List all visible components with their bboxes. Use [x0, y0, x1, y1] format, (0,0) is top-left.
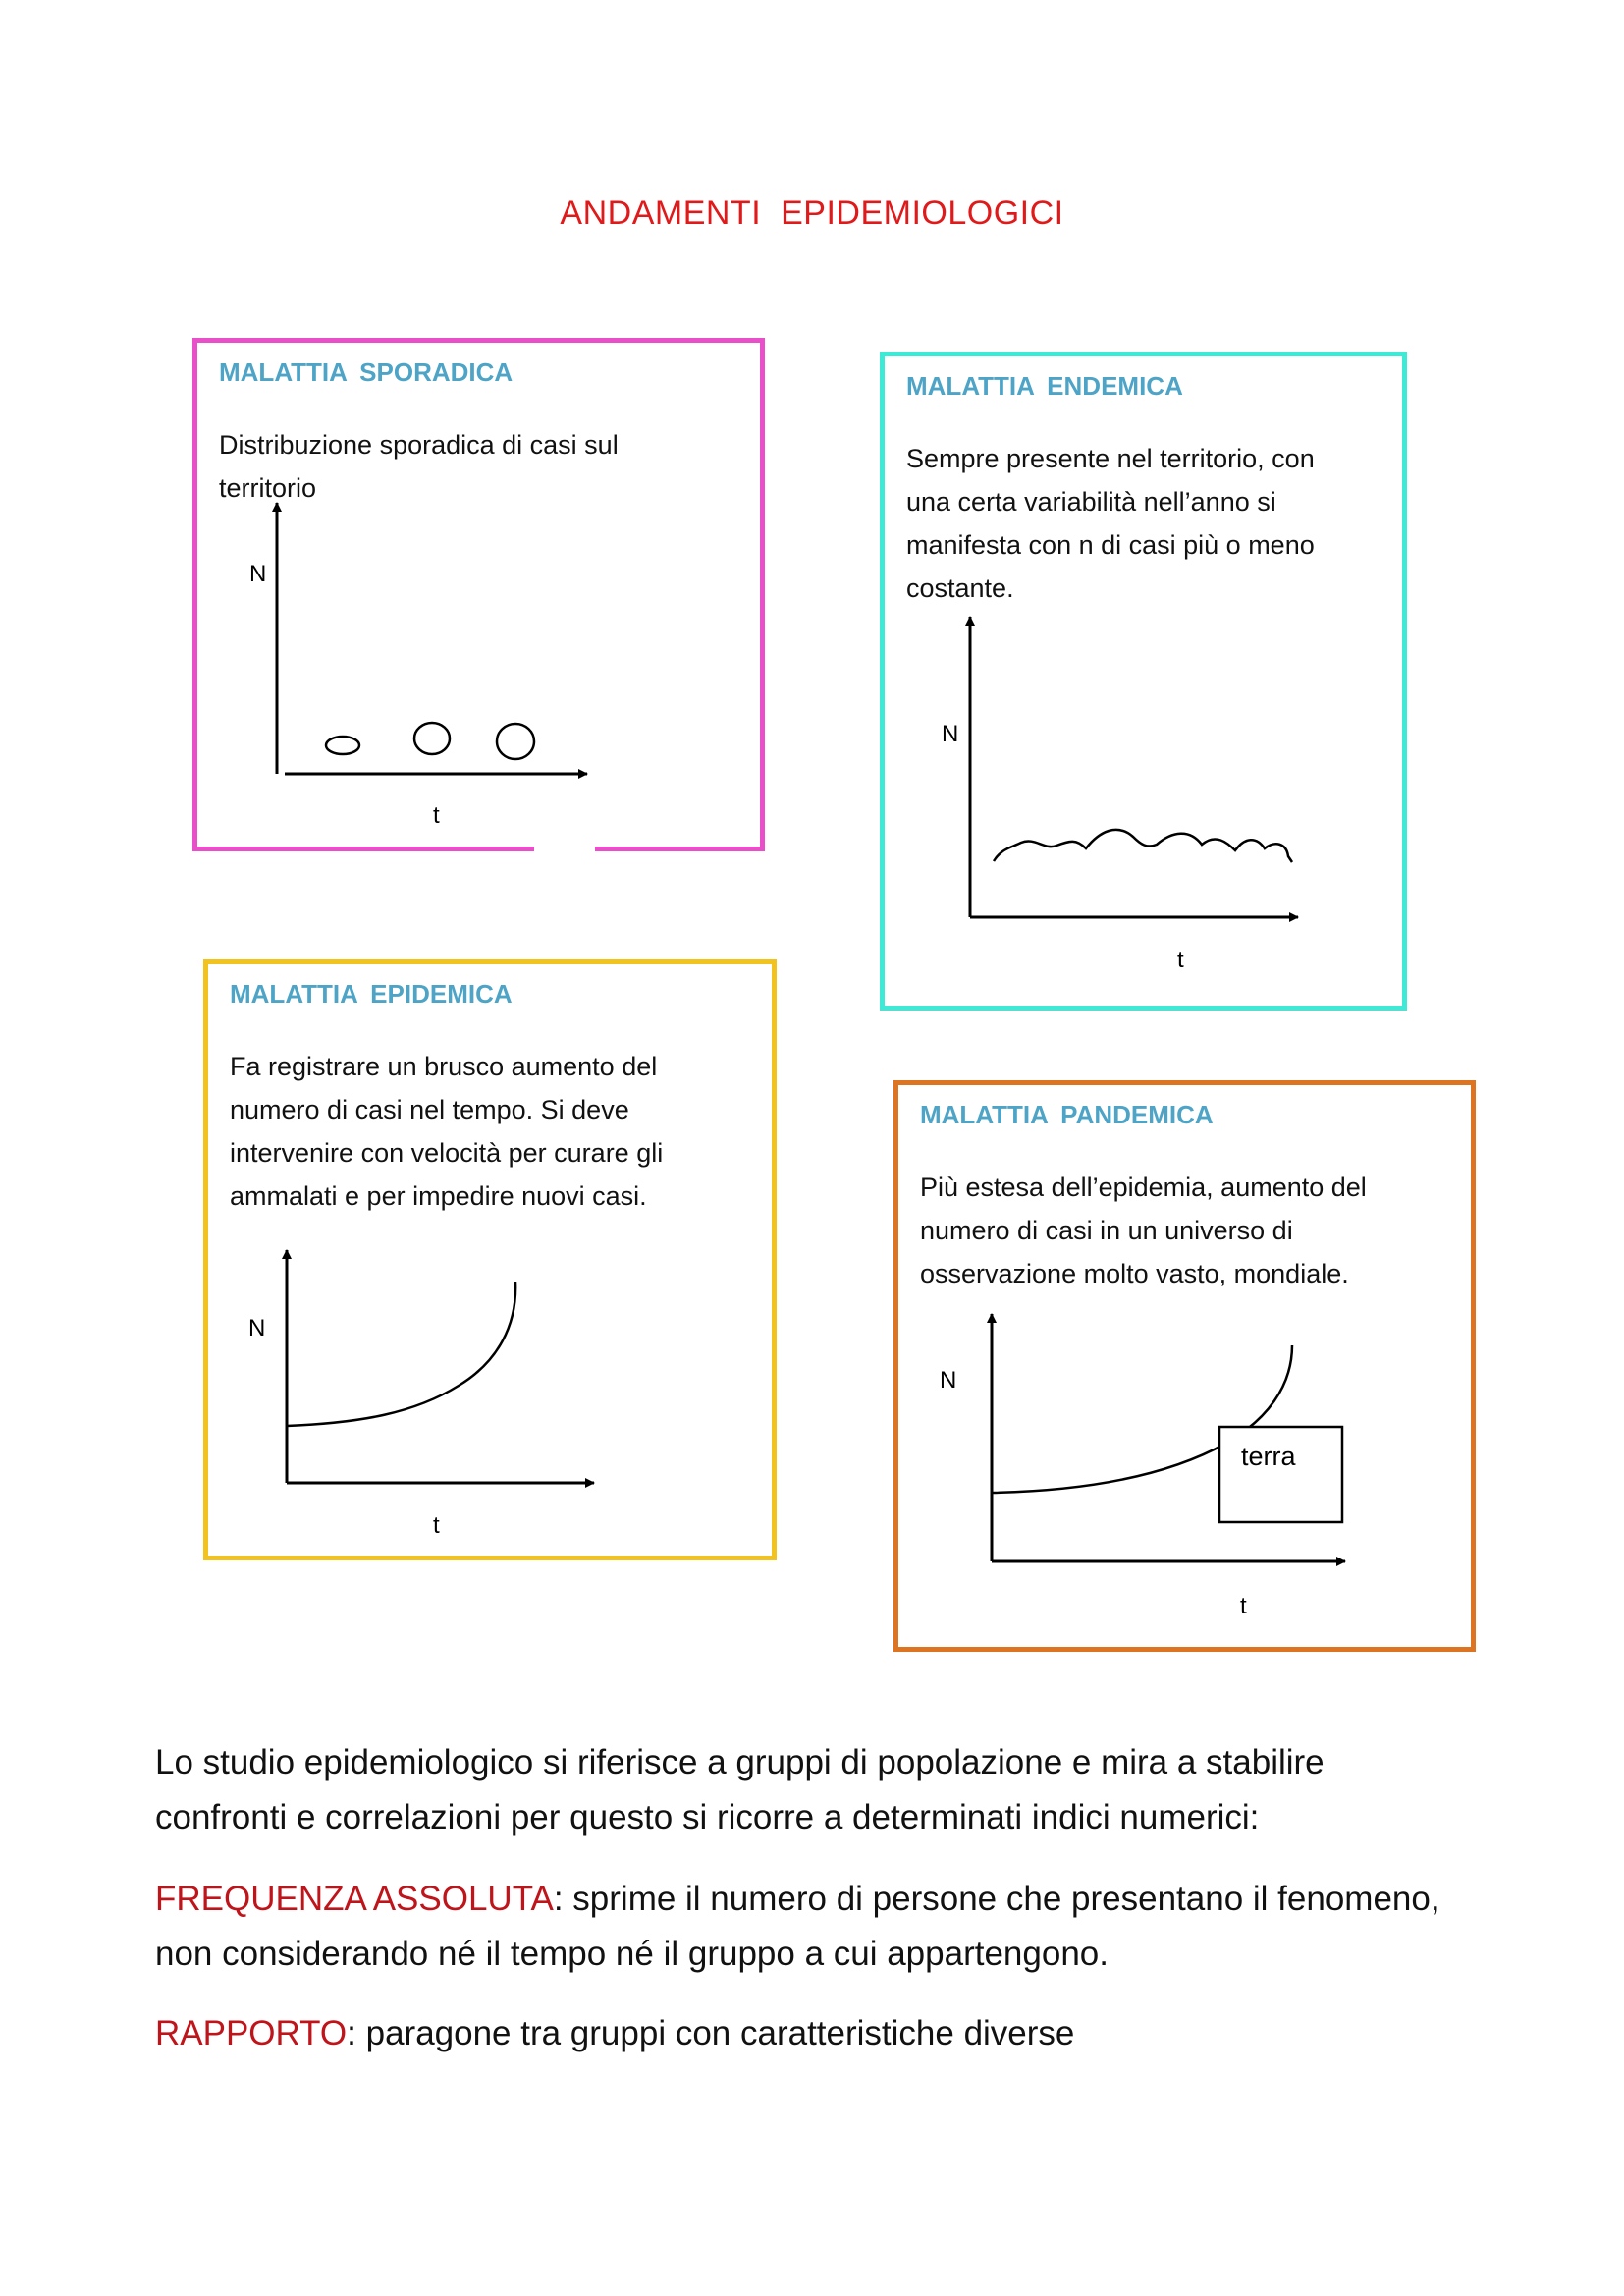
text-line: numero di casi nel tempo. Si deve [230, 1095, 629, 1124]
text-line: osservazione molto vasto, mondiale. [920, 1259, 1349, 1288]
text-line: Lo studio epidemiologico si riferisce a gruppi di popolazione e mira a stabilire [155, 1743, 1325, 1781]
text-line [155, 2006, 1074, 2061]
card-endemica [880, 352, 1407, 1011]
y-axis-label: N [249, 561, 267, 587]
endemica-chart [880, 352, 1407, 1011]
card-title: MALATTIA EPIDEMICA [230, 979, 513, 1009]
text-line: Sempre presente nel territorio, con [906, 444, 1315, 473]
x-axis-label: t [1177, 947, 1184, 973]
y-axis-label: N [248, 1315, 266, 1341]
card-epidemica [203, 959, 777, 1560]
text-line: numero di casi in un universo di [920, 1216, 1293, 1245]
frequenza-term: FREQUENZA ASSOLUTA [155, 1880, 554, 1918]
terra-label: terra [1241, 1442, 1296, 1471]
text-line: Distribuzione sporadica di casi sul [219, 430, 619, 460]
text-line: Più estesa dell’epidemia, aumento del [920, 1173, 1367, 1202]
pandemica-chart [893, 1080, 1476, 1652]
text-line: costante. [906, 574, 1014, 603]
text-line: territorio [219, 473, 317, 503]
card-title: MALATTIA SPORADICA [219, 357, 514, 387]
x-axis-label: t [433, 1512, 440, 1539]
rapporto-term: RAPPORTO [155, 2014, 348, 2052]
text-line: ammalati e per impedire nuovi casi. [230, 1181, 647, 1211]
text-line: una certa variabilità nell’anno si [906, 487, 1276, 517]
text-line: confronti e correlazioni per questo si ricorre a determinati indici numerici: [155, 1798, 1260, 1836]
frequenza-paragraph [155, 1872, 1440, 1982]
sporadica-chart [192, 338, 765, 851]
y-axis-label: N [942, 721, 959, 747]
frequenza-definition: : sprime il numero di persone che presentano il fenomeno, [553, 1880, 1440, 1918]
epidemica-chart [203, 959, 777, 1560]
text-line: non considerando né il tempo né il gruppo a cui appartengono. [155, 1935, 1109, 1973]
card-pandemica [893, 1080, 1476, 1652]
case-marker [326, 737, 359, 754]
card-sporadica [192, 338, 765, 851]
endemic-curve [994, 830, 1292, 862]
y-axis-label: N [940, 1367, 957, 1394]
rapporto-definition: : paragone tra gruppi con caratteristiche diverse [347, 2014, 1075, 2052]
border-gap [534, 847, 595, 852]
case-marker [497, 724, 534, 759]
page-title: ANDAMENTI EPIDEMIOLOGICI [560, 194, 1064, 232]
text-line: Fa registrare un brusco aumento del [230, 1052, 658, 1081]
text-line [155, 1872, 1440, 1927]
x-axis-label: t [433, 802, 440, 829]
text-line: intervenire con velocità per curare gli [230, 1138, 664, 1168]
card-title: MALATTIA PANDEMICA [920, 1100, 1214, 1129]
case-marker [414, 723, 450, 754]
x-axis-label: t [1240, 1593, 1247, 1619]
rapporto-paragraph [155, 2006, 1074, 2061]
epidemic-curve [287, 1282, 515, 1426]
text-line: manifesta con n di casi più o meno [906, 530, 1315, 560]
intro-paragraph [155, 1735, 1325, 1845]
card-title: MALATTIA ENDEMICA [906, 371, 1183, 401]
